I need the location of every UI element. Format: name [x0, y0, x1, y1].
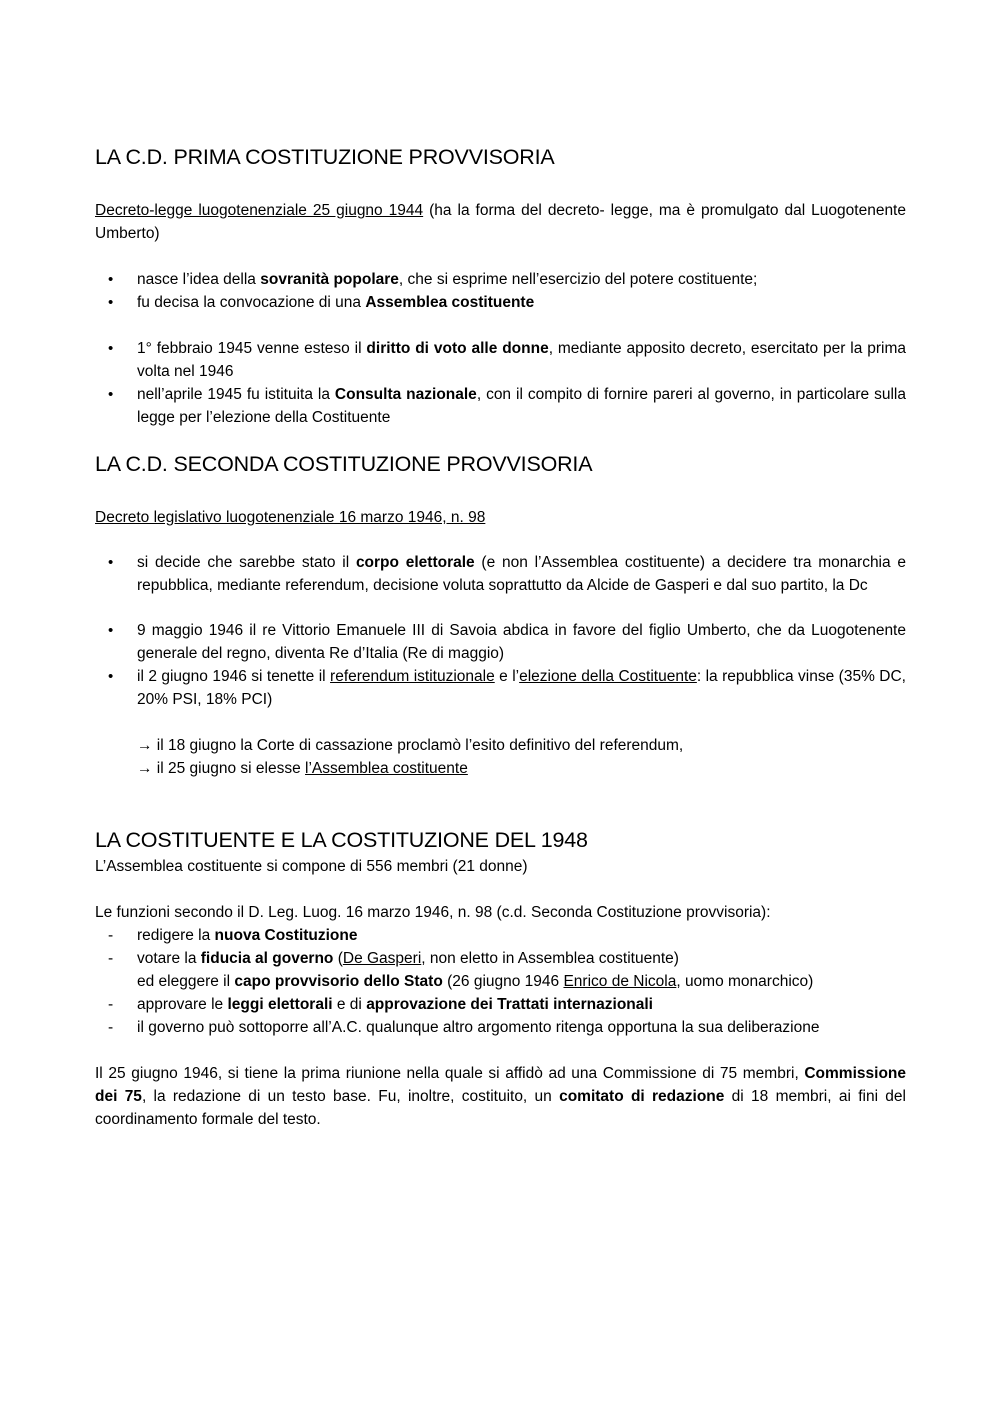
assembly-intro: L’Assemblea costituente si compone di 556 membri (21 donne) — [95, 858, 528, 875]
functions-intro: Le funzioni secondo il D. Leg. Luog. 16 marzo 1946, n. 98 (c.d. Seconda Costituzione provvisoria): — [95, 904, 771, 921]
list-item: - approvare le leggi elettorali e di approvazione dei Trattati internazionali — [108, 996, 653, 1013]
list-item: - il governo può sottoporre all’A.C. qualunque altro argomento ritenga opportuna la sua deliberazione — [108, 1019, 820, 1036]
bullet-icon: • — [108, 340, 114, 357]
bullet-icon: • — [108, 554, 114, 571]
closing-paragraph: Il 25 giugno 1946, si tiene la prima riunione nella quale si affidò ad una Commissione di 75 membri, Commissione dei 75, la redazione di un testo base. Fu, inoltre, costituito, un comitato di redazione di 18 membri, ai fini del coordinamento formale del testo. — [95, 1065, 906, 1128]
bullet-icon: • — [108, 271, 114, 288]
source-paragraph-1: Decreto-legge luogotenenziale 25 giugno 1944 (ha la forma del decreto- legge, ma è promulgato dal Luogotenente Umberto) — [95, 202, 906, 242]
bullet-icon: • — [108, 622, 114, 639]
bullet-icon: • — [108, 386, 114, 403]
bullet-icon: • — [108, 668, 114, 685]
arrow-note-1: → il 18 giugno la Corte di cassazione proclamò l’esito definitivo del referendum, — [137, 737, 684, 754]
arrow-right-icon: → — [137, 737, 153, 754]
document-page — [95, 142, 906, 1131]
bullet-list-2b — [95, 619, 906, 711]
list-item: • nasce l’idea della sovranità popolare, che si esprime nell’esercizio del potere costituente; — [95, 268, 906, 291]
list-item: - votare la fiducia al governo (De Gasperi, non eletto in Assemblea costituente) ed eleggere il capo provvisorio dello Stato (26 giugno 1946 Enrico de Nicola, uomo monarchico) — [108, 950, 814, 990]
arrow-right-icon: → — [137, 760, 153, 777]
list-item: - redigere la nuova Costituzione — [108, 927, 358, 944]
bullet-list-1a — [95, 268, 906, 314]
section-title-2: LA C.D. SECONDA COSTITUZIONE PROVVISORIA — [95, 452, 593, 476]
bullet-list-2a — [95, 551, 906, 597]
list-item: • 1° febbraio 1945 venne esteso il diritto di voto alle donne, mediante apposito decreto, esercitato per la prima volta nel 1946 — [95, 337, 906, 383]
source-paragraph-2 — [95, 506, 906, 529]
decree-1946-link: Decreto legislativo luogotenenziale 16 marzo 1946, n. 98 — [95, 509, 486, 526]
arrow-note-2: → il 25 giugno si elesse l’Assemblea costituente — [137, 760, 468, 777]
section-title-1: LA C.D. PRIMA COSTITUZIONE PROVVISORIA — [95, 145, 555, 169]
decree-1944-link: Decreto-legge luogotenenziale 25 giugno 1944 — [95, 202, 424, 219]
list-item: • 9 maggio 1946 il re Vittorio Emanuele III di Savoia abdica in favore del figlio Umberto, che da Luogotenente generale del regno, diventa Re d’Italia (Re di maggio) — [95, 619, 906, 665]
list-item: • il 2 giugno 1946 si tenette il referendum istituzionale e l’elezione della Costituente: la repubblica vinse (35% DC, 20% PSI, 18% PCI) — [95, 665, 906, 711]
bullet-list-1b — [95, 337, 906, 429]
list-item: • fu decisa la convocazione di una Assemblea costituente — [95, 291, 906, 314]
list-item: • si decide che sarebbe stato il corpo elettorale (e non l’Assemblea costituente) a decidere tra monarchia e repubblica, mediante referendum, decisione voluta soprattutto da Alcide de Gasperi e dal suo partito, la Dc — [95, 551, 906, 597]
list-item: • nell’aprile 1945 fu istituita la Consulta nazionale, con il compito di fornire pareri al governo, in particolare sulla legge per l’elezione della Costituente — [95, 383, 906, 429]
functions-list — [95, 924, 906, 1039]
bullet-icon: • — [108, 294, 114, 311]
section-title-3: LA COSTITUENTE E LA COSTITUZIONE DEL 1948 — [95, 828, 588, 852]
